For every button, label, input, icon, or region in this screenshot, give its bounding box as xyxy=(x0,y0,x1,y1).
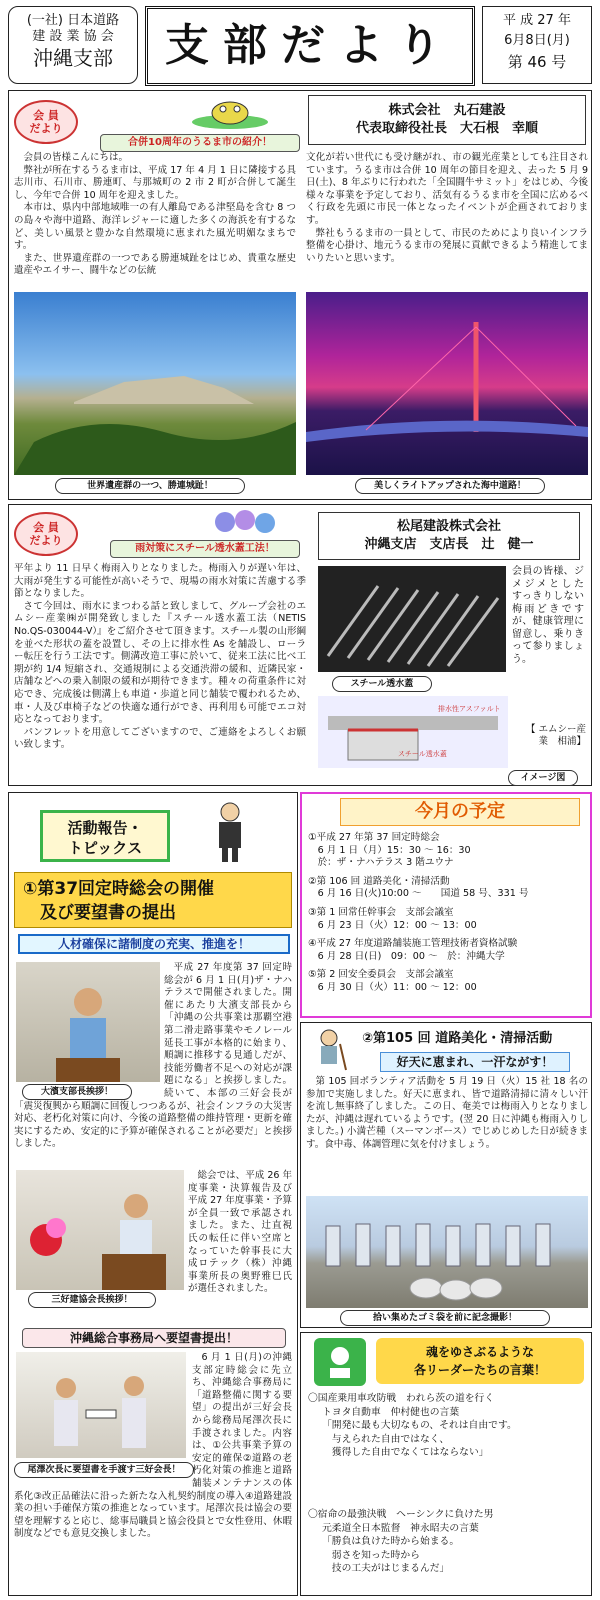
speech-bubble-icon xyxy=(314,1338,366,1386)
activity-text3: 6 月 1 日(月)の沖縄支部定時総会に先立ち、沖縄総合事務局に「道路整備に関する要望」の提出が三好会長から総務局尾澤次長に手渡されました。内容は、①公共事業予算の安定的確保②道路の老朽化対策の推進と道路舗装メンテナンスの体系化③改正品確法に沿った新たな入札契約制度の導入④道路建設業の担い手確保方策の推進となっています。尾澤次長は協会の要望を理解すると応じ、総事局職員と協会役員とで女性登用、休暇制度などでも意見交換しました。 xyxy=(14,1352,292,1540)
quotes-title: 魂をゆさぶるような 各リーダーたちの言葉！ xyxy=(376,1338,584,1384)
org-box xyxy=(8,6,138,84)
article1-company: 株式会社 丸石建設 xyxy=(388,103,506,118)
article2-caption1: スチール透水蓋 xyxy=(332,676,432,692)
article2-author: 沖縄支店 支店長 辻 健一 xyxy=(364,537,534,552)
article1-body-left: 会員の皆様こんにちは。 弊社が所在するうるま市は、平成 17 年 4 月 1 日に隣接する具志川市、石川市、勝連町、与那城町の 2 市 2 町が合併して誕生し、今年で合併 10 周年を迎えました。 本市は、県内中部地域唯一の有人離島である津堅島を含む 8 つの島々や海中道路、海洋レジャーに適した多くの海浜を有するなど、美しい風景と豊かな自然環境に恵まれた風光明媚なまちです。 また、世界遺産群の一つである勝連城趾をはじめ、貴重な歴史遺産やエイサー、闘牛などの伝統 xyxy=(14,152,296,277)
schedule-item: ①平成 27 年第 37 回定時総会 6 月 1 日（月）15：30 ～ 16：30 於：ザ・ナハテラス 3 階ユウナ xyxy=(308,832,471,869)
activity-caption1: 大濱支部長挨拶！ xyxy=(22,1084,132,1100)
page-title: 支部だより xyxy=(165,20,455,71)
schedule-list xyxy=(308,832,588,1001)
issue-year: 平 成 27 年 xyxy=(503,13,571,28)
hydrangea-icon xyxy=(210,510,280,534)
activity-caption2: 三好建協会長挨拶！ xyxy=(28,1292,156,1308)
org-line2: 建 設 業 協 会 xyxy=(32,29,114,44)
svg-text:スチール透水蓋: スチール透水蓋 xyxy=(398,750,447,758)
steel-lid-photo xyxy=(318,566,506,672)
article1-author-box xyxy=(308,95,586,145)
schedule-item: ⑤第 2 回安全委員会 支部会議室 6 月 30 日（火）11：00 ～ 12：00 xyxy=(308,969,477,993)
katsuren-castle-photo xyxy=(14,292,296,475)
frog-mascot-icon xyxy=(190,98,270,130)
article2-caption2: イメージ図 xyxy=(508,770,578,786)
schedule-title: 今月の予定 xyxy=(340,798,580,826)
org-line3: 沖縄支部 xyxy=(33,46,113,70)
article2-side-sign: 【 エムシー産業 相浦】 xyxy=(525,724,586,747)
schedule-item: ②第 106 回 道路美化・清掃活動 6 月 16 日(火)10:00 ～ 国道 58 号、331 号 xyxy=(308,875,529,900)
issue-date: 6月8日(月) xyxy=(504,33,570,48)
issue-number: 第 46 号 xyxy=(507,53,567,71)
kaichu-road-photo xyxy=(306,292,588,475)
member-badge-2: 会 員 だより xyxy=(14,512,78,556)
quote1: 〇国産乗用車攻防戦 われら茨の道を行く トヨタ自動車 仲村健也の言葉 「開発に最も大切なもの、それは自由です。 与えられた自由ではなく、 獲得した自由でなくてはならない」 xyxy=(308,1393,517,1458)
article2-author-box xyxy=(318,512,580,560)
org-line1: (一社) 日本道路 xyxy=(26,13,120,28)
quote2: 〇宿命の最強決戦 ヘーシンクに負けた男 元柔道全日本監督 神永昭夫の言葉 「勝負は負けた時から始まる。 弱さを知った時から 技の工夫がはじまるんだ」 xyxy=(308,1509,494,1574)
cleanup-title: ②第105 回 道路美化・清掃活動 xyxy=(362,1031,553,1046)
schedule-item: ④平成 27 年度道路舗装施工管理技術者資格試験 6 月 28 日(日) 09：00 ～ 於：沖縄大学 xyxy=(308,938,518,962)
article1-caption-left: 世界遺産群の一つ、勝連城趾！ xyxy=(55,478,245,494)
article2-company: 松尾建設株式会社 xyxy=(396,519,501,534)
activity-subtitle: 人材確保に諸制度の充実、推進を！ xyxy=(18,934,290,954)
activity-text1: 平成 27 年度第 37 回定時総会が 6 月 1 日(月)ザ・ナハテラスで開催されました。開催にあたり大濱支部長から「沖縄の公共事業は那覇空港第二滑走路事業やモノレール延長工事が本格的に始まり、順調に推移する見通しだが、技能労働者不足への対応が課題になる」と挨拶しました。続いて、本部の三好会長が「震災復興から順調に回復しつつあるが、社会インフラの大災害対応、老朽化対策に向け、今後の道路整備の維持管理・更新を確実にするため、安定的に予算が確保されることが必要だ」と挨拶しました。 xyxy=(14,962,292,1150)
activity-section2: 沖縄総合事務局へ要望書提出！ xyxy=(22,1328,286,1348)
cleanup-illustration-icon xyxy=(306,1026,352,1072)
member-badge: 会 員 だより xyxy=(14,100,78,144)
cleanup-group-photo xyxy=(306,1196,588,1308)
cleanup-text: 第 105 回ボランティア活動を 5 月 19 日（火）15 社 18 名の参加で実施しました。好天に恵まれ、皆で道路清掃に清々しい汗を流し無事終了しました。この日、奄美では梅雨入りとなりましたが、沖縄は遅れているようです。(翌 20 日に沖縄も梅雨入りしました。) 小満芒種（スーマンボース）でじめじめした日が続きます。食中毒、体調管理に気を付けましょう。 xyxy=(306,1076,588,1150)
article2-side-note: 会員の皆様、ジメジメとした すっきりしない梅雨どきですが、健康管理に留意し、乗りきって参りましょう。 xyxy=(512,566,584,665)
article1-author: 代表取締役社長 大石根 幸順 xyxy=(355,121,538,136)
schedule-item: ③第 1 回常任幹事会 支部会議室 6 月 23 日（火）12：00 ～ 13：00 xyxy=(308,906,477,931)
cleanup-subtitle: 好天に恵まれ、一汗ながす！ xyxy=(380,1052,570,1072)
activity-title: ①第37回定時総会の開催 及び要望書の提出 xyxy=(14,872,292,928)
activity-caption3: 尾澤次長に要望書を手渡す三好会長！ xyxy=(14,1462,194,1478)
image-diagram xyxy=(318,696,508,768)
masthead-title-box xyxy=(145,6,475,86)
article2-topic: 雨対策にスチール透水蓋工法！ xyxy=(110,540,300,558)
article1-body-right: 文化が若い世代にも受け継がれ、市の観光産業としても注目されています。うるま市は合併 10 周年の節目を迎え、去った 5 月 9 日(土)、8 年ぶりに行われた「全国闘牛サミット」をはじめ、今後様々な事業を予定しており、活気有るうるま市を全国に広めるべく行政を先頭に市民一体となったイベントが企画されております。 弊社もうるま市の一員として、市民のためにより良いインフラ整備を心掛け、地元うるま市の発展に貢献できるよう精進してまいりたいと思います。 xyxy=(306,152,588,264)
article1-caption-right: 美しくライトアップされた海中道路！ xyxy=(355,478,545,494)
svg-text:排水性アスファルト: 排水性アスファルト xyxy=(438,705,501,713)
article1-topic: 合併10周年のうるま市の紹介！ xyxy=(100,134,300,152)
issue-box xyxy=(482,6,592,84)
businessman-icon xyxy=(205,800,255,862)
article2-body: 平年より 11 日早く梅雨入りとなりました。梅雨入りが遅い年は、大雨が発生する可能性が高いそうで、現場の雨水対策に苦慮する季節となりました。 さて今回は、雨水にまつわる話と致しまして、グループ会社のエムシー産業㈱が開発致しました『スチール透水蓋工法（NETIS No.QS-030044-V）』をご紹介させて頂きます。スチール製の山形綱を並べた形状の蓋を設置し、その上に排水性 As を舗設し、ローラー転圧を行う工法です。側溝改造工事に於いて、従来工法に比べ工期が約 1/4 短縮され、交通規制による交通渋滞の緩和、近隣民家・店舗などへの乗入制限の緩和が期待できます。種々の荷重条件に対応でき、完成後は側溝上も車道・歩道と同じ舗装で覆われるため、車・人及び車椅子などの快適な通行ができ、再利用も可能でエコ対応となっております。 パンフレットを用意してございますので、ご連絡をよろしくお願い致します。 xyxy=(14,563,316,751)
cleanup-caption: 拾い集めたゴミ袋を前に記念撮影！ xyxy=(340,1310,550,1326)
activity-header: 活動報告・ トピックス xyxy=(40,810,170,862)
activity-text2: 総会では、平成 26 年度事業・決算報告及び平成 27 年度事業・予算が全員一致で承認されました。また、辻直視氏の転任に伴い空席となっていた幹事長に大成ロテック（株）沖縄事業所長の奥野雅巳氏が選任されました。 xyxy=(188,1170,292,1295)
